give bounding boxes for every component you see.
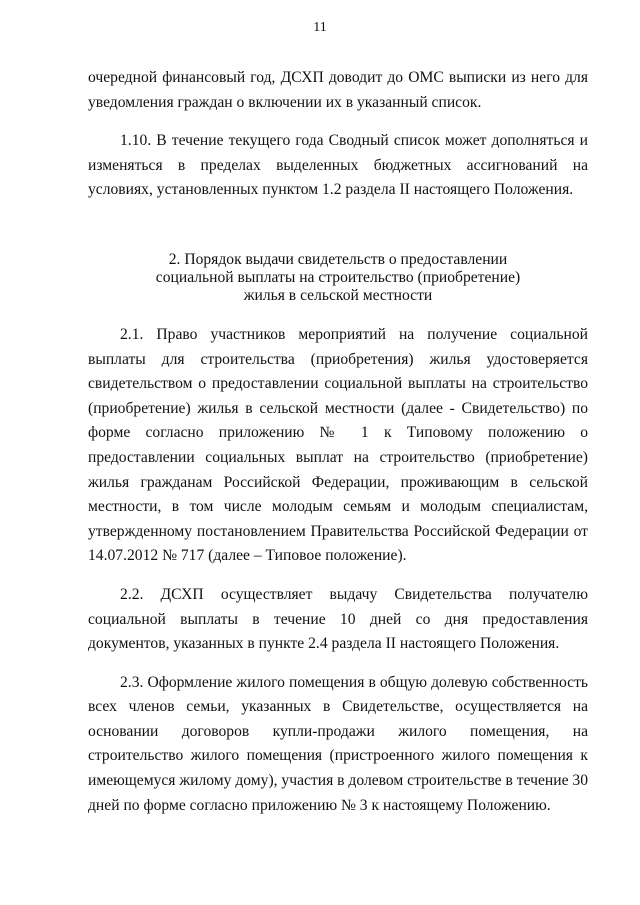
page-number: 11 — [313, 20, 327, 35]
section-title — [88, 251, 588, 305]
section-title-line-1: 2. Порядок выдачи свидетельств о предоставлении — [168, 250, 508, 268]
paragraph-2-2: 2.2. ДСХП осуществляет выдачу Свидетельства получателю социальной выплаты в течение 10 дней со дня предоставления документов, указанных в пункте 2.4 раздела II настоящего Положения. — [88, 585, 588, 653]
section-title-line-3: жилья в сельской местности — [243, 286, 433, 304]
document-body — [88, 66, 588, 818]
paragraph-continuation: очередной финансовый год, ДСХП доводит до ОМС выписки из него для уведомления граждан о включении их в указанный список. — [88, 69, 588, 111]
section-title-line-2: социальной выплаты на строительство (приобретение) — [155, 268, 521, 286]
paragraph-1-10: 1.10. В течение текущего года Сводный список может дополняться и изменяться в пределах выделенных бюджетных ассигнований на условиях, установленных пунктом 1.2 раздела II настоящего Положения. — [88, 132, 588, 199]
paragraph-2-3: 2.3. Оформление жилого помещения в общую долевую собственность всех членов семьи, указанных в Свидетельстве, осуществляется на основании договоров купли-продажи жилого помещения, на строительство жилого помещения (пристроенного жилого помещения к имеющемуся жилому дому), участия в долевом строительстве в течение 30 дней по форме согласно приложению № 3 к настоящему Положению. — [88, 673, 588, 814]
paragraph-2-1: 2.1. Право участников мероприятий на получение социальной выплаты для строительства (приобретения) жилья удостоверяется свидетельством о предоставлении социальной выплаты на строительство (приобретение) жилья в сельской местности (далее - Свидетельство) по форме согласно приложению № 1 к Типовому положению о предоставлении социальных выплат на строительство (приобретение) жилья гражданам Российской Федерации, проживающим в сельской местности, в том числе молодым семьям и молодым специалистам, утвержденному постановлением Правительства Российской Федерации от 14.07.2012 № 717 (далее – Типовое положение). — [88, 325, 588, 565]
